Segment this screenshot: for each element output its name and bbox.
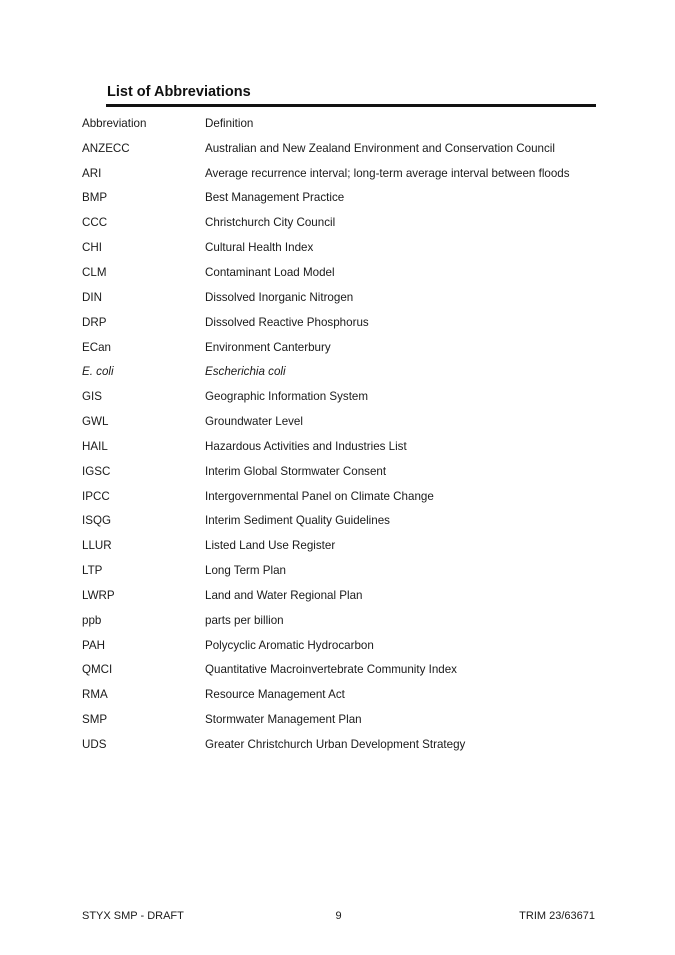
definition-cell: Contaminant Load Model [205,265,335,279]
abbreviation-cell: ISQG [82,514,111,528]
definition-cell: Interim Global Stormwater Consent [205,464,387,478]
definition-cell: Cultural Health Index [205,241,314,255]
abbreviation-cell: IPCC [82,489,110,503]
definition-cell: Best Management Practice [205,191,345,205]
definition-cell: Australian and New Zealand Environment and Conservation Council [205,141,555,155]
abbreviation-cell: LLUR [82,539,112,553]
table-row [82,235,602,260]
definition-cell: Long Term Plan [205,564,286,578]
abbreviation-cell: UDS [82,738,107,752]
table-row [82,682,602,707]
abbreviation-cell: ARI [82,166,102,180]
table-row [82,658,602,683]
definition-cell: Land and Water Regional Plan [205,588,363,602]
abbreviation-cell: GWL [82,415,109,429]
table-row [82,608,602,633]
table-row [82,136,602,161]
abbreviation-cell: ECan [82,340,112,354]
table-row [82,335,602,360]
definition-cell: Average recurrence interval; long-term average interval between floods [205,166,570,180]
footer-trim-reference: TRIM 23/63671 [519,910,595,922]
abbreviation-cell: GIS [82,390,102,404]
abbreviation-cell: CCC [82,216,108,230]
table-row [82,260,602,285]
table-row [82,707,602,732]
definition-cell: Greater Christchurch Urban Development Strategy [205,738,466,752]
definition-cell: Dissolved Inorganic Nitrogen [205,290,354,304]
table-row [82,285,602,310]
table-row [82,161,602,186]
page-title: List of Abbreviations [107,84,251,100]
definition-cell: Christchurch City Council [205,216,336,230]
abbreviation-cell: RMA [82,688,108,702]
definition-cell: Quantitative Macroinvertebrate Community Index [205,663,457,677]
definition-cell: Groundwater Level [205,415,303,429]
abbreviation-cell: CLM [82,265,107,279]
definition-cell: Interim Sediment Quality Guidelines [205,514,390,528]
header-definition: Definition [205,116,254,130]
footer-page-number: 9 [335,910,342,922]
abbreviation-cell: SMP [82,713,108,727]
table-row [82,583,602,608]
table-row [82,384,602,409]
abbreviation-cell: QMCI [82,663,113,677]
abbreviation-cell: BMP [82,191,108,205]
table-row [82,558,602,583]
abbreviation-cell: LWRP [82,588,115,602]
definition-cell: Hazardous Activities and Industries List [205,439,407,453]
title-underline [106,104,596,107]
table-row [82,310,602,335]
abbreviation-cell: PAH [82,638,105,652]
table-row [82,633,602,658]
definition-cell: Polycyclic Aromatic Hydrocarbon [205,638,374,652]
definition-cell: parts per billion [205,613,284,627]
header-abbreviation: Abbreviation [82,116,147,130]
table-row [82,533,602,558]
footer-document-label: STYX SMP - DRAFT [82,910,184,922]
table-row [82,409,602,434]
table-header-row [82,111,602,136]
abbreviation-cell: DRP [82,315,107,329]
abbreviation-cell: ANZECC [82,141,130,155]
table-row [82,484,602,509]
abbreviation-cell: IGSC [82,464,111,478]
table-row [82,359,602,384]
definition-cell: Stormwater Management Plan [205,713,362,727]
abbreviation-cell: CHI [82,241,102,255]
table-row [82,732,602,757]
table-row [82,434,602,459]
abbreviation-cell: HAIL [82,439,108,453]
page-footer [82,910,595,926]
definition-cell: Dissolved Reactive Phosphorus [205,315,369,329]
abbreviation-cell: LTP [82,564,103,578]
table-row [82,459,602,484]
abbreviation-cell: DIN [82,290,102,304]
table-row [82,210,602,235]
table-row [82,186,602,211]
definition-cell: Geographic Information System [205,390,369,404]
definition-cell: Resource Management Act [205,688,345,702]
table-row [82,509,602,534]
abbreviation-cell: E. coli [82,365,114,379]
definition-cell: Intergovernmental Panel on Climate Change [205,489,434,503]
definition-cell: Environment Canterbury [205,340,331,354]
definition-cell: Escherichia coli [205,365,286,379]
abbreviation-cell: ppb [82,613,102,627]
definition-cell: Listed Land Use Register [205,539,336,553]
abbreviations-table [82,111,602,757]
